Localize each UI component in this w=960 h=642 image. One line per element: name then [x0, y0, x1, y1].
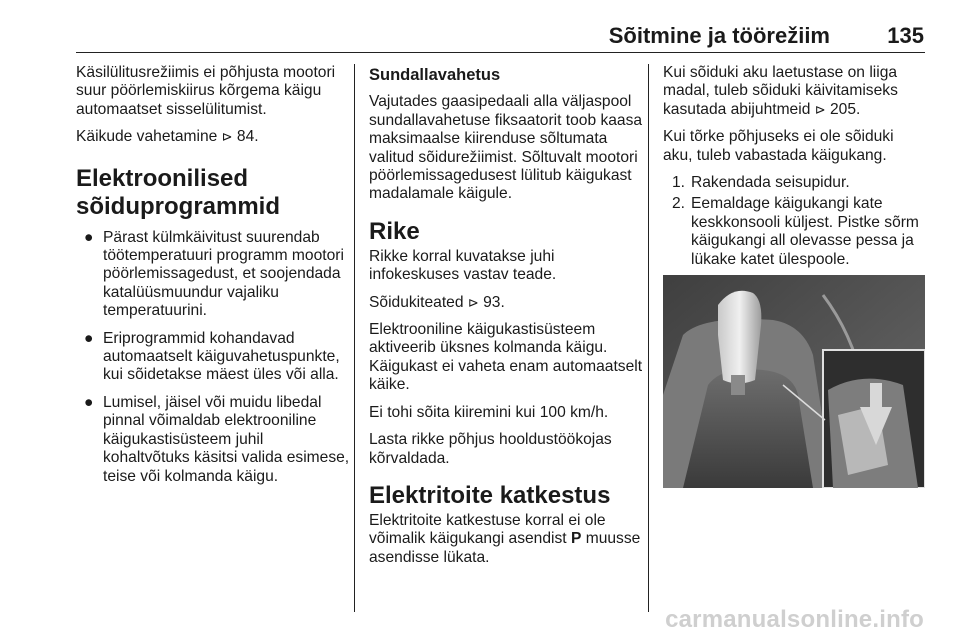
list-item-text: Lumisel, jäisel või muidu libedal pinnal võimaldab elektrooniline käigukastisüsteem juhil kohaltvõtuks käsitsi valida esimese, teise või kolmanda käigu.: [103, 393, 350, 485]
watermark-brand: carmanualsonline.info: [665, 606, 924, 633]
battery-text: Kui sõiduki aku laetustase on liiga madal, tuleb sõiduki käivitamiseks kasutada abijuhtmeid: [663, 64, 898, 118]
bullet-icon: ●: [84, 228, 94, 246]
page-ref-icon: ⊳: [467, 294, 479, 310]
park-position-label: P: [570, 530, 582, 548]
subheading-kickdown: Sundallavahetus: [369, 66, 501, 84]
power-interruption-paragraph: [369, 512, 644, 567]
page-number: 135: [887, 23, 924, 48]
section-heading-fault: Rike: [369, 217, 420, 245]
gear-shift-text: Käikude vahetamine: [76, 128, 218, 146]
page-ref-icon: ⊳: [221, 129, 233, 145]
step-number: 1.: [672, 174, 686, 192]
column-divider-2: [648, 64, 649, 612]
driving-programs-list: [76, 229, 351, 486]
step-item: [663, 174, 925, 192]
page-header-title: Sõitmine ja töörežiim: [608, 23, 830, 48]
vehicle-messages-text: Sõidukiteated: [369, 293, 464, 311]
step-text: Rakendada seisupidur.: [691, 174, 850, 192]
column-divider-1: [354, 64, 355, 612]
vehicle-messages-page[interactable]: 93.: [483, 293, 505, 311]
manual-mode-paragraph: Käsilülitusrežiimis ei põhjusta mootori suur pöörlemiskiirus kõrgema käigu automaatset sisselülitumist.: [76, 64, 336, 118]
page-ref-icon: ⊳: [814, 101, 826, 117]
workshop-paragraph: Lasta rikke põhjus hooldustöökojas kõrvaldada.: [369, 431, 612, 467]
list-item-text: Pärast külmkäivitust suurendab töötemperatuuri programm mootori pöörlemissagedust, et soojendada katalüüsmuundur vajaliku temperatuurini.: [103, 228, 344, 320]
section-heading-power-interruption: Elektritoite katkestus: [369, 481, 611, 509]
column-left: [76, 64, 351, 495]
column-right: [663, 64, 925, 488]
step-number: 2.: [672, 195, 686, 213]
vehicle-messages-reference: [369, 294, 644, 312]
battery-paragraph: [663, 64, 925, 119]
power-interruption-text: Elektritoite katkestuse korral ei ole võimalik käigukangi asendist: [369, 511, 606, 548]
release-steps-list: [663, 174, 925, 269]
speed-limit-paragraph: Ei tohi sõita kiiremini kui 100 km/h.: [369, 403, 609, 421]
gear-shift-reference: [76, 128, 351, 146]
power-interruption-end: muusse asendisse lükata.: [369, 530, 641, 566]
list-item: [76, 229, 351, 321]
release-lever-paragraph: Kui tõrke põhjuseks ei ole sõiduki aku, tuleb vabastada käigukang.: [663, 128, 894, 164]
list-item-text: Eriprogrammid kohandavad automaatselt käiguvahetuspunkte, kui sõidetakse mäest üles või alla.: [103, 329, 340, 384]
list-item: [76, 330, 351, 385]
fault-paragraph: Rikke korral kuvatakse juhi infokeskuses vastav teade.: [369, 247, 557, 284]
column-middle: [369, 64, 644, 576]
step-item: [663, 195, 925, 269]
third-gear-paragraph: Elektrooniline käigukastisüsteem aktiveerib üksnes kolmanda käigu. Käigukast ei vaheta enam automaatselt käike.: [369, 321, 643, 394]
kickdown-paragraph: Vajutades gaasipedaali alla väljaspool sundallavahetuse fiksaatorit toob kaasa maksimaalse kiirenduse sõltumata valitud sõidurežiimist. Sõltuvalt mootori pöörlemissagedusest lülitub käigukast madalamale käigule.: [369, 93, 643, 203]
gear-lever-illustration: [663, 275, 925, 488]
section-heading-driving-programs: Elektroonilised sõiduprogrammid: [76, 164, 281, 220]
step-text: Eemaldage käigukangi kate keskkonsooli küljest. Pistke sõrm käigukangi all olevasse pessa ja lükake katet ülespoole.: [691, 195, 919, 268]
bullet-icon: ●: [84, 329, 94, 347]
list-item: [76, 394, 351, 486]
bullet-icon: ●: [84, 393, 94, 411]
gear-shift-page[interactable]: 84.: [236, 128, 259, 146]
jump-start-page[interactable]: 205.: [829, 100, 861, 118]
header-rule: [76, 52, 925, 53]
